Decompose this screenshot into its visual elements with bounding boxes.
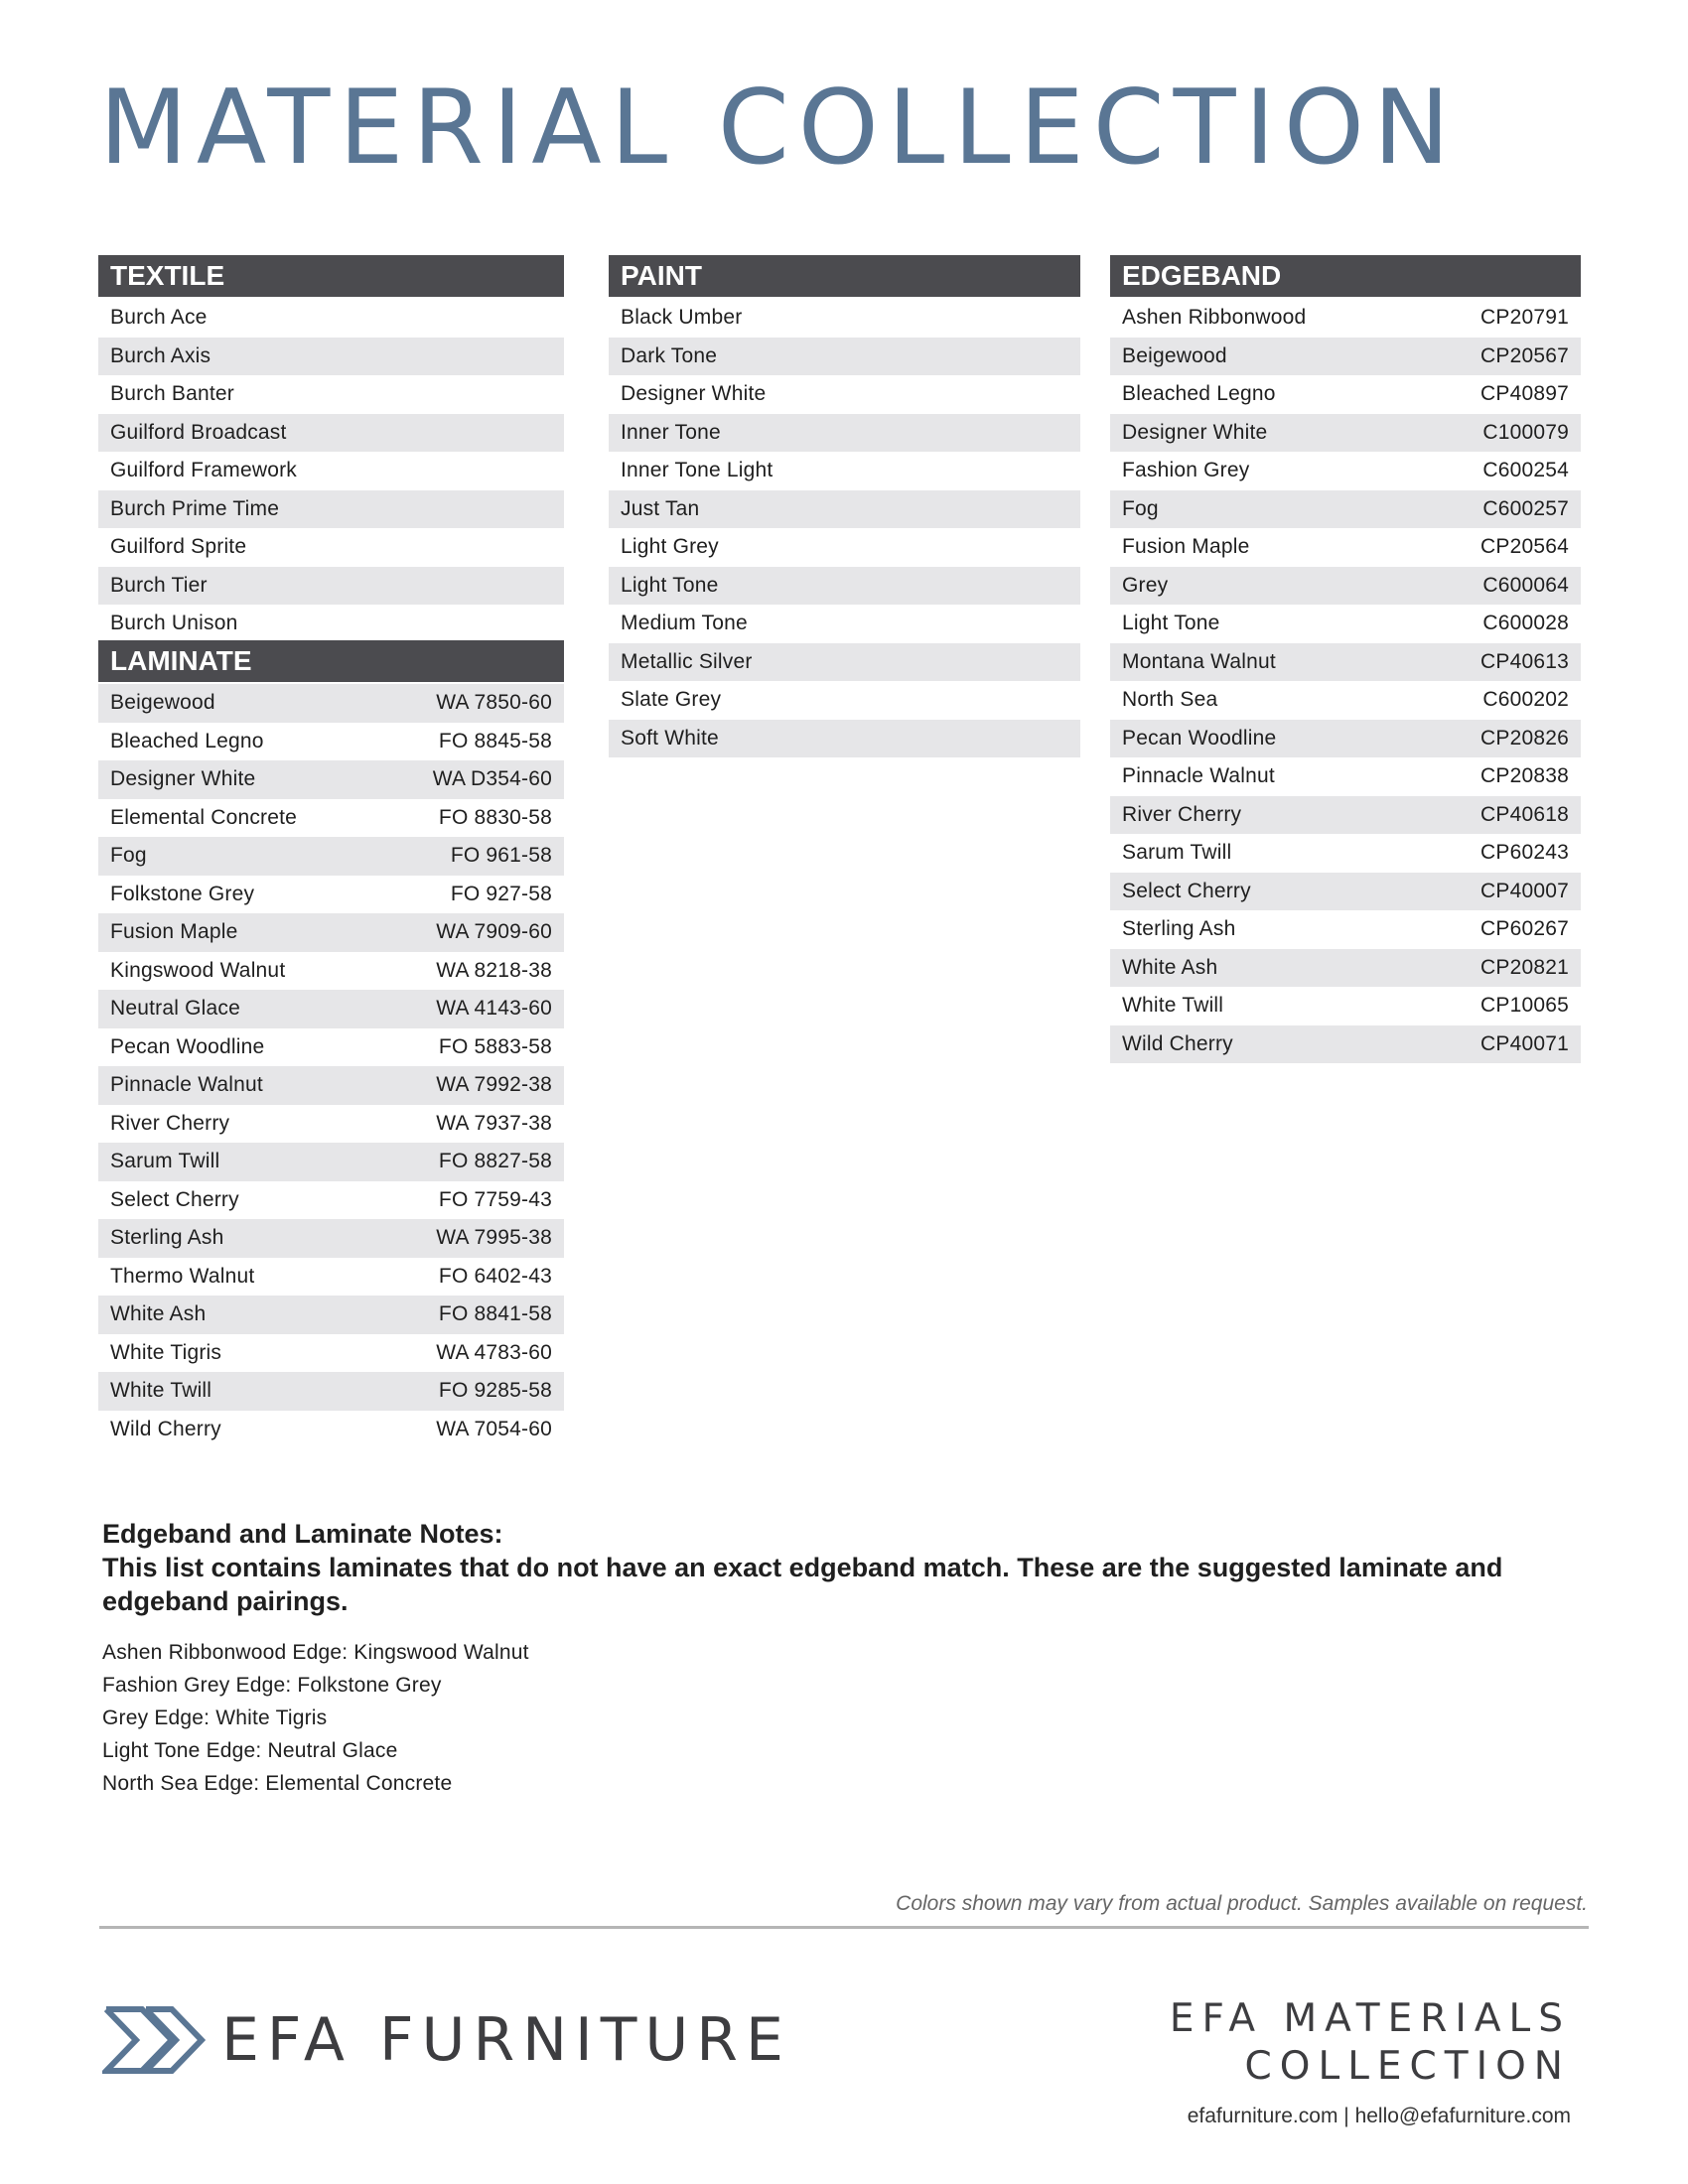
laminate-name: Folkstone Grey	[110, 882, 255, 905]
paint-row	[609, 338, 1080, 376]
textile-list	[98, 299, 564, 643]
textile-row	[98, 414, 564, 453]
laminate-code: WA 4783-60	[436, 1340, 552, 1364]
edgeband-name: Fog	[1122, 496, 1159, 520]
textile-name: Burch Axis	[110, 343, 211, 367]
edgeband-name: Bleached Legno	[1122, 382, 1276, 406]
laminate-row	[98, 723, 564, 761]
textile-name: Guilford Sprite	[110, 535, 247, 559]
laminate-name: Pinnacle Walnut	[110, 1073, 263, 1097]
brand-line-1: EFA MATERIALS	[1169, 1996, 1571, 2041]
textile-row	[98, 528, 564, 567]
pairing-item: North Sea Edge: Elemental Concrete	[102, 1772, 453, 1795]
edgeband-name: Light Tone	[1122, 612, 1220, 635]
edgeband-row	[1110, 949, 1581, 988]
laminate-code: FO 8830-58	[438, 805, 552, 829]
logo-text: EFA FURNITURE	[221, 2005, 791, 2075]
edgeband-code: CP60243	[1480, 841, 1569, 865]
paint-row	[609, 567, 1080, 606]
edgeband-row	[1110, 987, 1581, 1025]
edgeband-name: River Cherry	[1122, 802, 1242, 826]
laminate-row	[98, 1334, 564, 1373]
paint-name: Inner Tone	[621, 420, 721, 444]
laminate-row	[98, 799, 564, 838]
laminate-code: WA 7995-38	[436, 1226, 552, 1250]
paint-list	[609, 299, 1080, 757]
chevron-arrows-icon	[102, 2005, 206, 2075]
laminate-code: FO 6402-43	[438, 1264, 552, 1288]
laminate-name: White Ash	[110, 1302, 207, 1326]
laminate-row	[98, 913, 564, 952]
edgeband-row	[1110, 375, 1581, 414]
laminate-name: Pecan Woodline	[110, 1034, 265, 1058]
laminate-name: White Twill	[110, 1379, 212, 1403]
textile-name: Burch Banter	[110, 382, 234, 406]
textile-row	[98, 452, 564, 490]
laminate-row	[98, 1143, 564, 1181]
edgeband-row	[1110, 528, 1581, 567]
laminate-name: Fog	[110, 844, 147, 868]
laminate-code: FO 8845-58	[438, 729, 552, 752]
edgeband-code: C100079	[1482, 420, 1569, 444]
laminate-name: Elemental Concrete	[110, 805, 298, 829]
contact-info: efafurniture.com | hello@efafurniture.com	[1187, 2105, 1571, 2127]
laminate-name: Sarum Twill	[110, 1150, 220, 1173]
edgeband-row	[1110, 490, 1581, 529]
edgeband-code: CP20564	[1480, 535, 1569, 559]
edgeband-name: North Sea	[1122, 688, 1218, 712]
paint-row	[609, 528, 1080, 567]
paint-name: Designer White	[621, 382, 767, 406]
paint-name: Inner Tone Light	[621, 459, 774, 482]
edgeband-code: CP20791	[1480, 306, 1569, 330]
laminate-name: Designer White	[110, 767, 256, 791]
edgeband-row	[1110, 643, 1581, 682]
paint-name: Light Grey	[621, 535, 719, 559]
edgeband-code: CP40007	[1480, 879, 1569, 902]
laminate-code: FO 8841-58	[438, 1302, 552, 1326]
edgeband-code: CP20567	[1480, 343, 1569, 367]
laminate-row	[98, 952, 564, 991]
paint-row	[609, 681, 1080, 720]
pairing-item: Light Tone Edge: Neutral Glace	[102, 1739, 398, 1762]
edgeband-code: CP20821	[1480, 955, 1569, 979]
paint-row	[609, 375, 1080, 414]
laminate-code: WA 4143-60	[436, 997, 552, 1021]
paint-name: Medium Tone	[621, 612, 748, 635]
edgeband-row	[1110, 796, 1581, 835]
laminate-list	[98, 684, 564, 1448]
disclaimer-text: Colors shown may vary from actual product. Samples available on request.	[896, 1892, 1588, 1915]
edgeband-code: CP20838	[1480, 764, 1569, 788]
textile-name: Guilford Framework	[110, 459, 297, 482]
laminate-row	[98, 1181, 564, 1220]
edgeband-row	[1110, 834, 1581, 873]
laminate-row	[98, 1028, 564, 1067]
laminate-name: White Tigris	[110, 1340, 222, 1364]
edgeband-name: Beigewood	[1122, 343, 1227, 367]
edgeband-row	[1110, 720, 1581, 758]
laminate-row	[98, 1258, 564, 1297]
edgeband-code: CP40618	[1480, 802, 1569, 826]
paint-row	[609, 643, 1080, 682]
paint-name: Just Tan	[621, 496, 700, 520]
laminate-name: Neutral Glace	[110, 997, 240, 1021]
paint-name: Black Umber	[621, 306, 743, 330]
textile-heading: TEXTILE	[98, 255, 564, 297]
paint-name: Metallic Silver	[621, 649, 753, 673]
edgeband-row	[1110, 338, 1581, 376]
laminate-row	[98, 1219, 564, 1258]
edgeband-name: Wild Cherry	[1122, 1031, 1233, 1055]
laminate-code: WA 8218-38	[436, 958, 552, 982]
laminate-name: Fusion Maple	[110, 920, 238, 944]
textile-row	[98, 299, 564, 338]
laminate-name: Select Cherry	[110, 1187, 239, 1211]
textile-row	[98, 567, 564, 606]
edgeband-name: Fashion Grey	[1122, 459, 1250, 482]
page-title: MATERIAL COLLECTION	[99, 68, 1460, 188]
laminate-code: WA 7937-38	[436, 1111, 552, 1135]
notes-subheading: This list contains laminates that do not have an exact edgeband match. These are the suggested laminate and edgeband pairings.	[102, 1553, 1503, 1616]
laminate-name: Sterling Ash	[110, 1226, 224, 1250]
edgeband-name: White Ash	[1122, 955, 1218, 979]
laminate-row	[98, 760, 564, 799]
pairing-item: Ashen Ribbonwood Edge: Kingswood Walnut	[102, 1641, 529, 1664]
laminate-name: Thermo Walnut	[110, 1264, 255, 1288]
laminate-code: WA D354-60	[432, 767, 552, 791]
efa-logo	[102, 2005, 791, 2075]
laminate-row	[98, 837, 564, 876]
paint-heading: PAINT	[609, 255, 1080, 297]
laminate-code: WA 7054-60	[436, 1417, 552, 1440]
edgeband-row	[1110, 681, 1581, 720]
edgeband-heading: EDGEBAND	[1110, 255, 1581, 297]
laminate-heading: LAMINATE	[98, 640, 564, 682]
edgeband-code: C600257	[1482, 496, 1569, 520]
edgeband-code: CP60267	[1480, 917, 1569, 941]
edgeband-row	[1110, 452, 1581, 490]
paint-section	[609, 255, 1080, 757]
laminate-code: FO 8827-58	[438, 1150, 552, 1173]
edgeband-row	[1110, 605, 1581, 643]
edgeband-row	[1110, 299, 1581, 338]
edgeband-code: C600028	[1482, 612, 1569, 635]
textile-row	[98, 375, 564, 414]
paint-row	[609, 490, 1080, 529]
edgeband-row	[1110, 873, 1581, 911]
paint-row	[609, 720, 1080, 758]
pairing-item: Fashion Grey Edge: Folkstone Grey	[102, 1674, 442, 1697]
laminate-row	[98, 990, 564, 1028]
paint-row	[609, 605, 1080, 643]
edgeband-name: Sarum Twill	[1122, 841, 1232, 865]
textile-row	[98, 605, 564, 643]
notes-section	[102, 1517, 1592, 1800]
laminate-code: FO 7759-43	[438, 1187, 552, 1211]
edgeband-code: CP40613	[1480, 649, 1569, 673]
edgeband-list	[1110, 299, 1581, 1063]
edgeband-name: Fusion Maple	[1122, 535, 1250, 559]
textile-name: Burch Tier	[110, 573, 208, 597]
laminate-code: FO 961-58	[450, 844, 552, 868]
edgeband-code: C600202	[1482, 688, 1569, 712]
textile-row	[98, 338, 564, 376]
edgeband-code: C600064	[1482, 573, 1569, 597]
laminate-name: Beigewood	[110, 691, 215, 715]
laminate-row	[98, 1105, 564, 1144]
brand-block	[1170, 1995, 1571, 2091]
edgeband-name: Grey	[1122, 573, 1169, 597]
paint-row	[609, 299, 1080, 338]
edgeband-code: CP20826	[1480, 726, 1569, 750]
edgeband-section	[1110, 255, 1581, 1063]
laminate-row	[98, 1411, 564, 1449]
notes-heading: Edgeband and Laminate Notes:	[102, 1519, 503, 1549]
laminate-name: Wild Cherry	[110, 1417, 221, 1440]
textile-name: Burch Unison	[110, 612, 238, 635]
paint-row	[609, 414, 1080, 453]
laminate-name: River Cherry	[110, 1111, 230, 1135]
paint-name: Light Tone	[621, 573, 719, 597]
edgeband-name: Ashen Ribbonwood	[1122, 306, 1307, 330]
edgeband-row	[1110, 757, 1581, 796]
edgeband-row	[1110, 1025, 1581, 1064]
paint-name: Soft White	[621, 726, 719, 750]
laminate-code: FO 9285-58	[438, 1379, 552, 1403]
textile-name: Guilford Broadcast	[110, 420, 287, 444]
laminate-code: WA 7909-60	[436, 920, 552, 944]
textile-row	[98, 490, 564, 529]
paint-name: Slate Grey	[621, 688, 722, 712]
edgeband-name: Pecan Woodline	[1122, 726, 1277, 750]
edgeband-name: Select Cherry	[1122, 879, 1251, 902]
laminate-code: FO 5883-58	[438, 1034, 552, 1058]
edgeband-code: CP40071	[1480, 1031, 1569, 1055]
textile-section	[98, 255, 564, 643]
laminate-row	[98, 1372, 564, 1411]
edgeband-name: Sterling Ash	[1122, 917, 1236, 941]
edgeband-name: White Twill	[1122, 994, 1224, 1018]
edgeband-name: Designer White	[1122, 420, 1268, 444]
edgeband-row	[1110, 567, 1581, 606]
brand-line-2: COLLECTION	[1244, 2044, 1571, 2089]
edgeband-name: Pinnacle Walnut	[1122, 764, 1275, 788]
laminate-name: Bleached Legno	[110, 729, 264, 752]
edgeband-code: C600254	[1482, 459, 1569, 482]
laminate-code: WA 7992-38	[436, 1073, 552, 1097]
edgeband-row	[1110, 414, 1581, 453]
pairing-item: Grey Edge: White Tigris	[102, 1706, 328, 1729]
paint-name: Dark Tone	[621, 343, 718, 367]
laminate-code: WA 7850-60	[436, 691, 552, 715]
laminate-name: Kingswood Walnut	[110, 958, 286, 982]
edgeband-name: Montana Walnut	[1122, 649, 1276, 673]
laminate-row	[98, 1066, 564, 1105]
textile-name: Burch Prime Time	[110, 496, 280, 520]
edgeband-code: CP40897	[1480, 382, 1569, 406]
edgeband-row	[1110, 910, 1581, 949]
textile-name: Burch Ace	[110, 306, 208, 330]
laminate-row	[98, 684, 564, 723]
pairings-list	[102, 1636, 1592, 1800]
laminate-row	[98, 1296, 564, 1334]
laminate-section	[98, 640, 564, 1448]
laminate-code: FO 927-58	[450, 882, 552, 905]
footer-divider	[99, 1926, 1589, 1929]
laminate-row	[98, 876, 564, 914]
edgeband-code: CP10065	[1480, 994, 1569, 1018]
paint-row	[609, 452, 1080, 490]
